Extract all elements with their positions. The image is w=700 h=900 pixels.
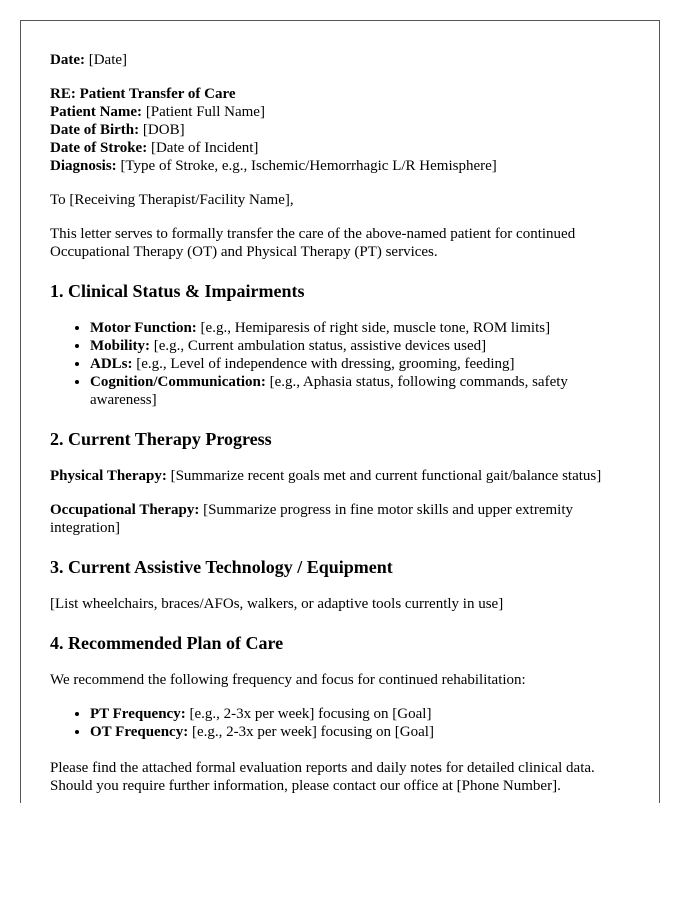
list-item [90, 373, 630, 409]
equipment-paragraph: [List wheelchairs, braces/AFOs, walkers, or adaptive tools currently in use] [50, 596, 504, 612]
field-label: Diagnosis: [50, 158, 117, 174]
section-2-heading: 2. Current Therapy Progress [50, 429, 272, 449]
plan-intro-paragraph: We recommend the following frequency and focus for continued rehabilitation: [50, 672, 526, 688]
list-item [90, 337, 630, 355]
item-value: [e.g., Aphasia status, following commands, safety awareness] [90, 374, 568, 408]
field-label: Date of Stroke: [50, 140, 148, 156]
field-label: Date of Birth: [50, 122, 140, 138]
pt-progress-paragraph [50, 467, 630, 485]
item-value: [e.g., 2-3x per week] focusing on [Goal] [191, 724, 434, 740]
intro-paragraph: This letter serves to formally transfer the care of the above-named patient for continued Occupational Therapy (OT) and Physical Therapy (PT) services. [50, 226, 576, 260]
plan-of-care-list [50, 705, 630, 741]
item-label: Motor Function: [90, 320, 197, 336]
field-value: [DOB] [142, 122, 185, 138]
re-field-date-of-stroke [50, 139, 630, 157]
section-3-heading: 3. Current Assistive Technology / Equipment [50, 557, 393, 577]
closing-text: Please find the attached formal evaluation reports and daily notes for detailed clinical data. [50, 760, 595, 776]
list-item [90, 705, 630, 723]
item-value: [e.g., Current ambulation status, assistive devices used] [153, 338, 487, 354]
date-label: Date: [50, 52, 85, 68]
closing-paragraph [50, 759, 630, 795]
item-value: [e.g., 2-3x per week] focusing on [Goal] [189, 706, 432, 722]
item-value: [e.g., Hemiparesis of right side, muscle tone, ROM limits] [200, 320, 551, 336]
date-value: [Date] [88, 52, 128, 68]
clinical-status-list [50, 319, 630, 409]
letter-page [20, 20, 660, 803]
item-label: Mobility: [90, 338, 150, 354]
field-value: [Date of Incident] [150, 140, 259, 156]
ot-value: [Summarize progress in fine motor skills and upper extremity integration] [50, 502, 573, 536]
re-field-diagnosis [50, 157, 630, 175]
re-title: RE: Patient Transfer of Care [50, 86, 236, 102]
item-label: OT Frequency: [90, 724, 189, 740]
pt-value: [Summarize recent goals met and current functional gait/balance status] [170, 468, 602, 484]
re-field-patient-name [50, 103, 630, 121]
ot-progress-paragraph [50, 501, 630, 537]
re-field-dob [50, 121, 630, 139]
item-label: Cognition/Communication: [90, 374, 266, 390]
ot-label: Occupational Therapy: [50, 502, 200, 518]
section-1-heading: 1. Clinical Status & Impairments [50, 281, 305, 301]
re-block [50, 85, 630, 175]
letter-content [21, 21, 659, 795]
field-label: Patient Name: [50, 104, 143, 120]
item-label: ADLs: [90, 356, 133, 372]
section-4-heading: 4. Recommended Plan of Care [50, 633, 284, 653]
list-item [90, 723, 630, 741]
salutation: To [Receiving Therapist/Facility Name], [50, 192, 294, 208]
item-value: [e.g., Level of independence with dressing, grooming, feeding] [136, 356, 515, 372]
list-item [90, 355, 630, 373]
closing-cutoff-text: Should you require further information, please contact our office at [Phone Number]. [50, 778, 561, 794]
date-line [50, 51, 630, 69]
pt-label: Physical Therapy: [50, 468, 167, 484]
field-value: [Patient Full Name] [145, 104, 265, 120]
list-item [90, 319, 630, 337]
item-label: PT Frequency: [90, 706, 186, 722]
field-value: [Type of Stroke, e.g., Ischemic/Hemorrhagic L/R Hemisphere] [120, 158, 497, 174]
